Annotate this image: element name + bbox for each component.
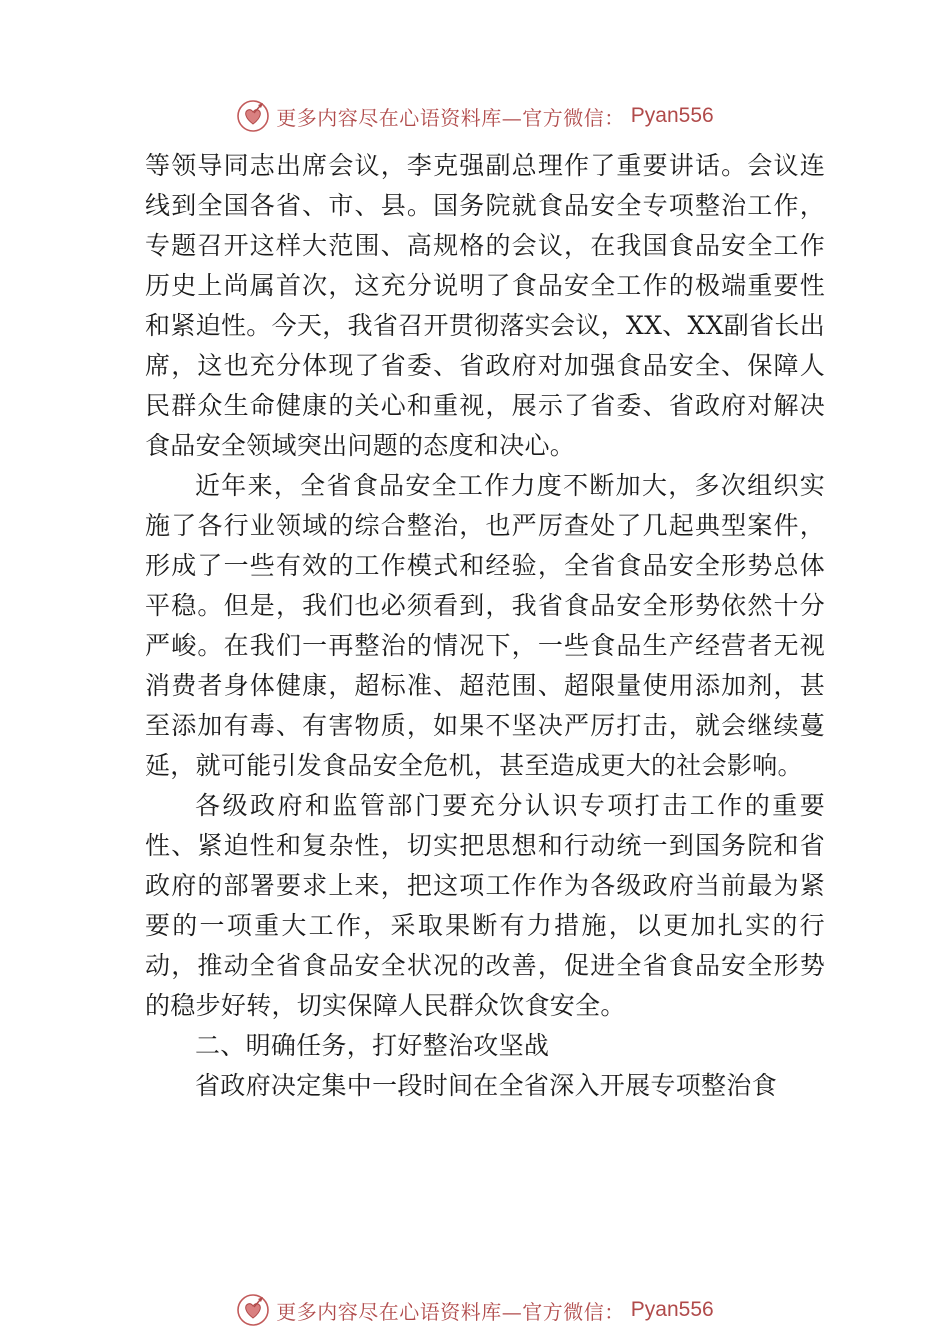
document-body xyxy=(145,146,825,1106)
paragraph: 等领导同志出席会议，李克强副总理作了重要讲话。会议连线到全国各省、市、县。国务院就食品安全专项整治工作， 专题召开这样大范围、高规格的会议，在我国食品安全工作历史上尚属首次，这充分说明了食品安全工作的极端重要性和紧迫性。今天，我省召开贯彻落实会议，XX、XX副省长出席，这也充分体现了省委、省政府对加强食品安全、保障人民群众生命健康的关心和重视，展示了省委、省政府对解决食品安全领域突出问题的态度和决心。 xyxy=(145,151,825,460)
watermark-wechat-id: Pyan556 xyxy=(630,104,714,127)
watermark-text: 更多内容尽在心语资料库—官方微信： xyxy=(276,105,625,130)
watermark-wechat-id: Pyan556 xyxy=(630,1298,714,1321)
header-watermark xyxy=(0,96,950,136)
paragraph: 各级政府和监管部门要充分认识专项打击工作的重要性、紧迫性和复杂性，切实把思想和行动统一到国务院和省政府的部署要求上来，把这项工作作为各级政府当前最为紧要的一项重大工作，采取果断有力措施，以更加扎实的行动，推动全省食品安全状况的改善，促进全省食品安全形势的稳步好转，切实保障人民群众饮食安全。 xyxy=(145,791,825,1020)
heart-pen-logo-icon xyxy=(236,1293,270,1327)
footer-watermark xyxy=(0,1290,950,1330)
watermark-text: 更多内容尽在心语资料库—官方微信： xyxy=(276,1299,625,1324)
paragraph: 近年来，全省食品安全工作力度不断加大，多次组织实施了各行业领域的综合整治，也严厉查处了几起典型案件， 形成了一些有效的工作模式和经验，全省食品安全形势总体平稳。但是，我们也必须看到，我省食品安全形势依然十分严峻。在我们一再整治的情况下，一些食品生产经营者无视消费者身体健康，超标准、超范围、超限量使用添加剂，甚至添加有毒、有害物质，如果不坚决严厉打击，就会继续蔓延，就可能引发食品安全危机，甚至造成更大的社会影响。 xyxy=(145,471,825,780)
section-heading: 二、明确任务，打好整治攻坚战 xyxy=(195,1031,550,1060)
heart-pen-logo-icon xyxy=(236,99,270,133)
paragraph: 省政府决定集中一段时间在全省深入开展专项整治食 xyxy=(195,1071,777,1100)
